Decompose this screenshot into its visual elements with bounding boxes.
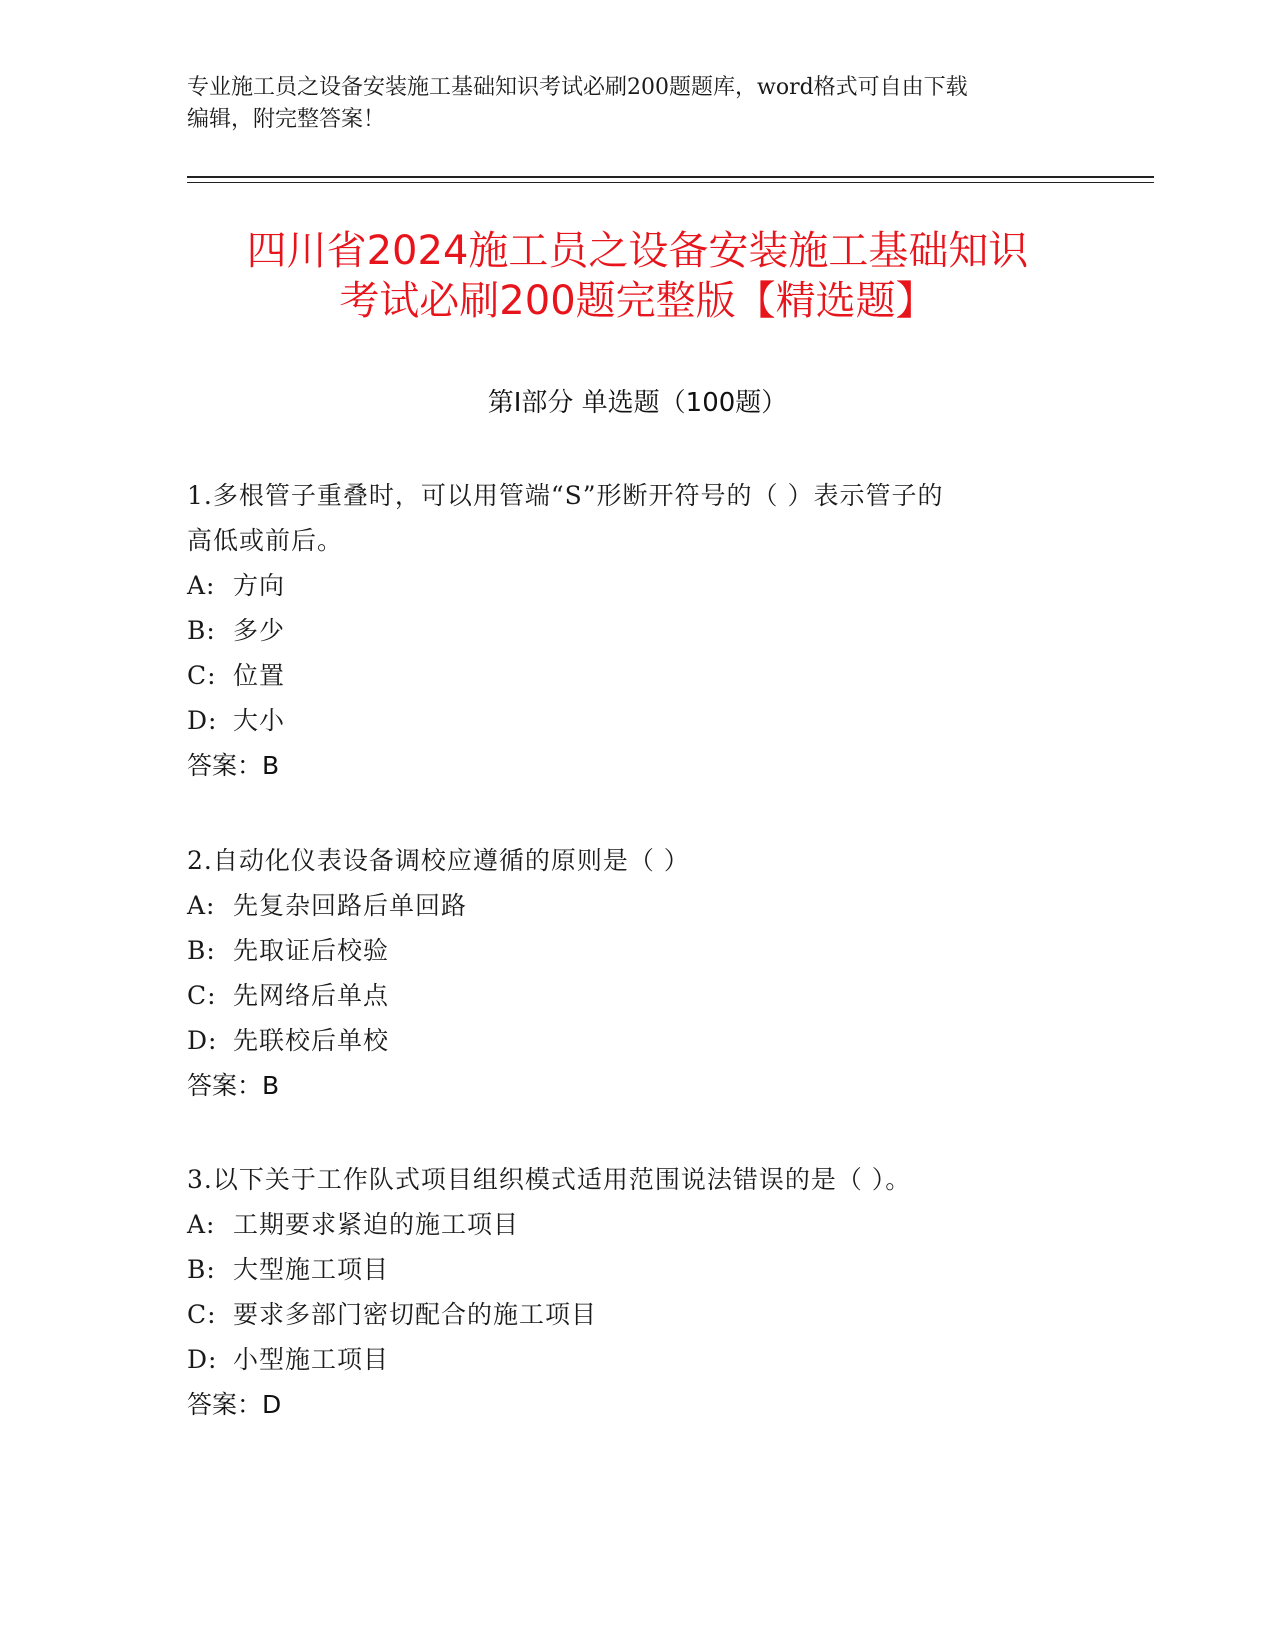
option-b — [187, 608, 1087, 653]
question-stem-line-2: 高低或前后。 — [187, 526, 344, 555]
document-title-line-1: 四川省2024施工员之设备安装施工基础知识 — [246, 228, 1029, 274]
question-stem-line-1: 2.自动化仪表设备调校应遵循的原则是（ ） — [187, 846, 690, 875]
question-2 — [187, 838, 1087, 1108]
option-text: 多少 — [233, 616, 286, 645]
header-divider-thick — [187, 176, 1154, 178]
option-letter: B: — [187, 936, 216, 965]
header-note — [187, 72, 1087, 136]
option-letter: C: — [187, 981, 217, 1010]
section-heading: 第Ⅰ部分 单选题（100题） — [487, 388, 788, 418]
option-text: 先取证后校验 — [233, 936, 390, 965]
option-c — [187, 1292, 1087, 1337]
option-text: 要求多部门密切配合的施工项目 — [233, 1300, 598, 1329]
answer: 答案：D — [187, 1390, 282, 1419]
option-text: 位置 — [233, 661, 286, 690]
option-letter: A: — [187, 571, 216, 600]
option-text: 先联校后单校 — [233, 1026, 390, 1055]
option-letter: A: — [187, 891, 216, 920]
answer: 答案：B — [187, 751, 280, 780]
option-letter: B: — [187, 616, 216, 645]
document-title-line-2: 考试必刷200题完整版【精选题】 — [339, 278, 936, 324]
option-letter: A: — [187, 1210, 216, 1239]
question-stem-line-1: 3.以下关于工作队式项目组织模式适用范围说法错误的是（ ）。 — [187, 1165, 912, 1194]
document-title — [150, 226, 1125, 326]
option-a — [187, 883, 1087, 928]
option-letter: D: — [187, 1345, 218, 1374]
answer: 答案：B — [187, 1071, 280, 1100]
option-d — [187, 1337, 1087, 1382]
option-a — [187, 563, 1087, 608]
option-text: 方向 — [233, 571, 286, 600]
option-b — [187, 1247, 1087, 1292]
option-letter: C: — [187, 1300, 217, 1329]
header-note-line-1: 专业施工员之设备安装施工基础知识考试必刷200题题库，word格式可自由下载 — [187, 75, 968, 100]
question-3 — [187, 1157, 1087, 1427]
option-letter: B: — [187, 1255, 216, 1284]
option-text: 先复杂回路后单回路 — [233, 891, 468, 920]
option-b — [187, 928, 1087, 973]
header-note-line-2: 编辑，附完整答案！ — [187, 107, 386, 132]
option-d — [187, 698, 1087, 743]
option-letter: D: — [187, 706, 218, 735]
question-stem-line-1: 1.多根管子重叠时，可以用管端“S”形断开符号的（ ）表示管子的 — [187, 481, 944, 510]
option-letter: C: — [187, 661, 217, 690]
question-1 — [187, 473, 1087, 788]
option-a — [187, 1202, 1087, 1247]
option-d — [187, 1018, 1087, 1063]
option-c — [187, 653, 1087, 698]
option-text: 小型施工项目 — [233, 1345, 390, 1374]
option-text: 工期要求紧迫的施工项目 — [233, 1210, 520, 1239]
header-divider-thin — [187, 182, 1154, 183]
option-letter: D: — [187, 1026, 218, 1055]
option-text: 大型施工项目 — [233, 1255, 390, 1284]
option-text: 先网络后单点 — [233, 981, 390, 1010]
option-text: 大小 — [233, 706, 286, 735]
option-c — [187, 973, 1087, 1018]
